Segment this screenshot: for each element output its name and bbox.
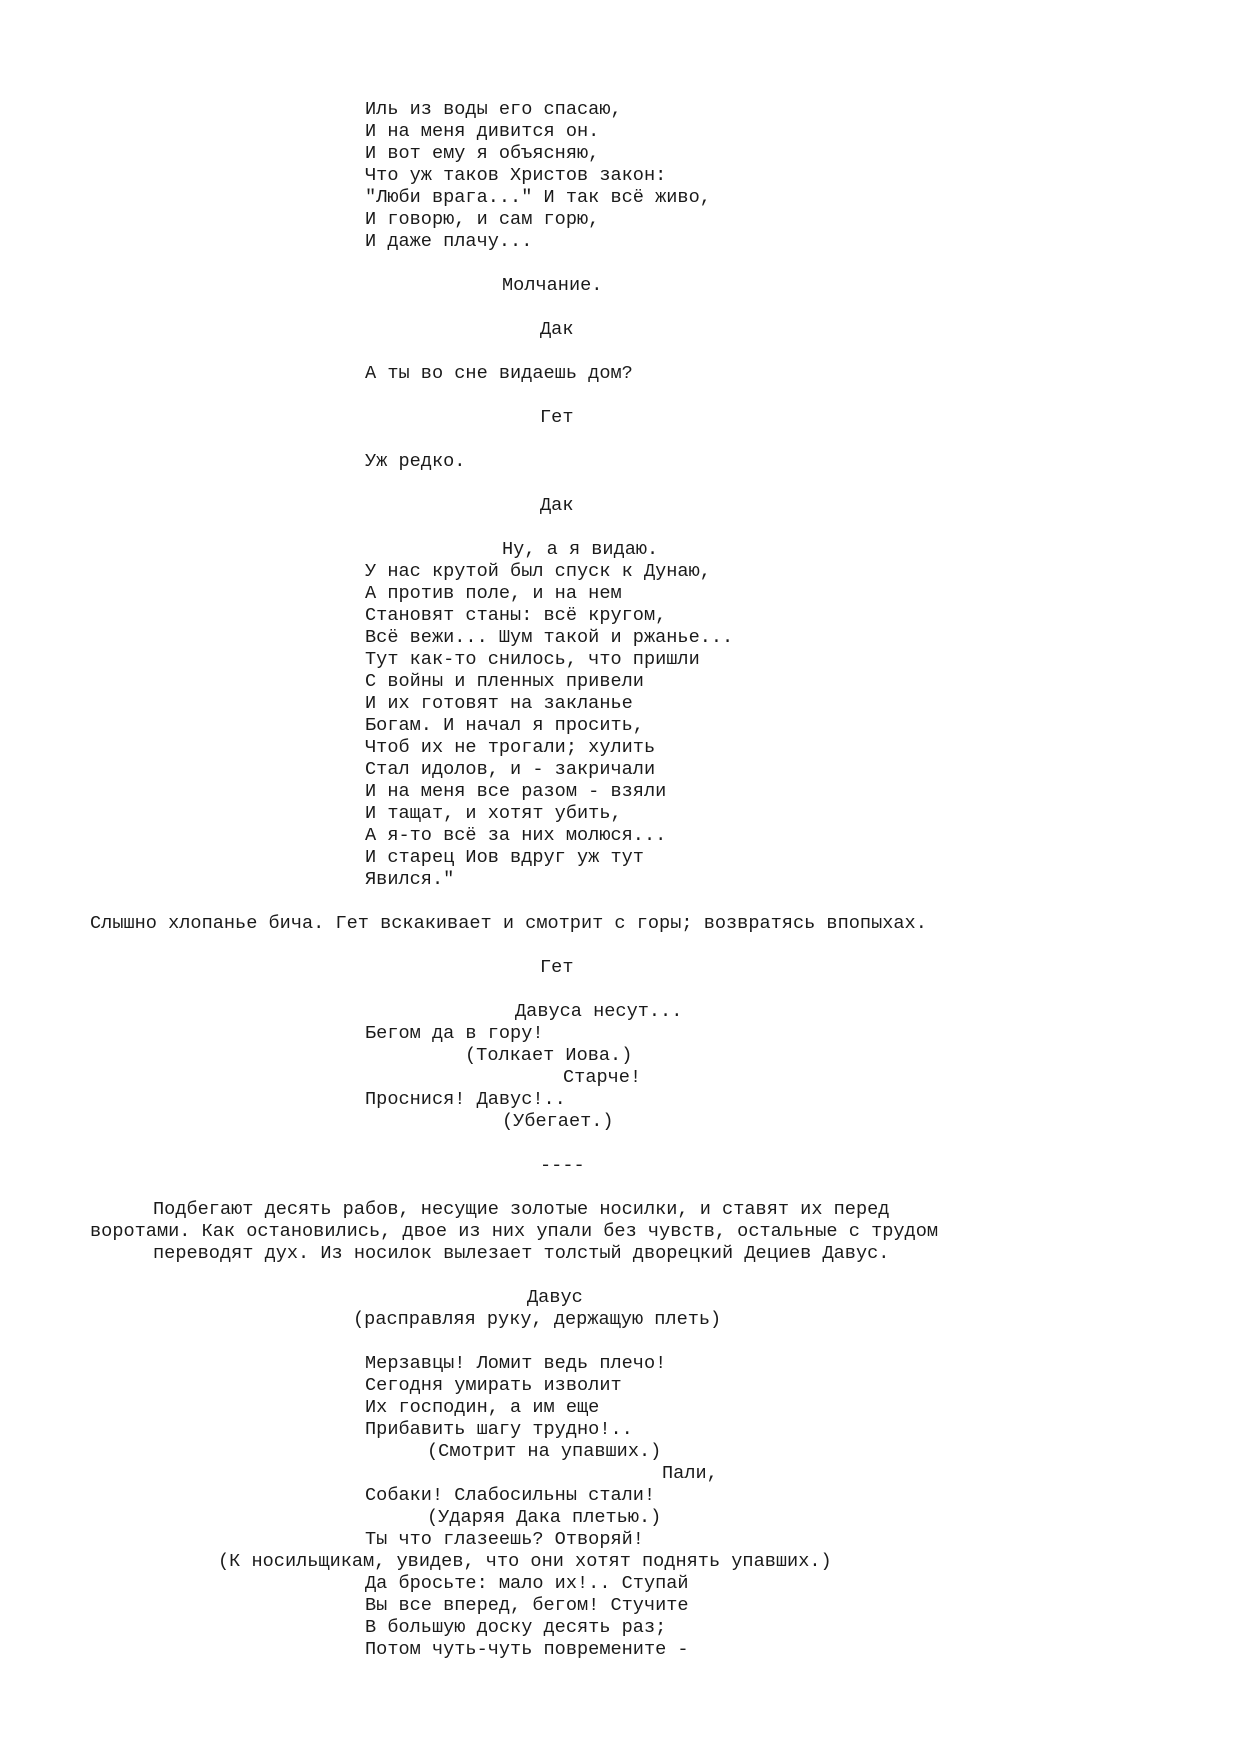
verse-line: Их господин, а им еще [365, 1397, 600, 1418]
verse-line: И вот ему я объясняю, [365, 143, 600, 164]
dialogue-line: А ты во сне видаешь дом? [365, 363, 633, 384]
stage-direction: (Убегает.) [502, 1111, 614, 1132]
verse-line: Пали, [662, 1463, 718, 1484]
verse-line: Иль из воды его спасаю, [365, 99, 622, 120]
character-name: Дак [540, 495, 574, 516]
verse-line: И даже плачу... [365, 231, 533, 252]
verse-line: "Люби врага..." И так всё живо, [365, 187, 711, 208]
character-name: Гет [540, 957, 574, 978]
verse-line: И их готовят на закланье [365, 693, 633, 714]
stage-direction: (расправляя руку, держащую плеть) [353, 1309, 722, 1330]
verse-line: Прибавить шагу трудно!.. [365, 1419, 633, 1440]
verse-line: Бегом да в гору! [365, 1023, 544, 1044]
verse-line: И старец Иов вдруг уж тут [365, 847, 644, 868]
verse-line: Стал идолов, и - закричали [365, 759, 656, 780]
verse-line: Мерзавцы! Ломит ведь плечо! [365, 1353, 667, 1374]
verse-line: У нас крутой был спуск к Дунаю, [365, 561, 711, 582]
verse-line: Чтоб их не трогали; хулить [365, 737, 656, 758]
verse-line: И говорю, и сам горю, [365, 209, 600, 230]
verse-line: Ты что глазеешь? Отворяй! [365, 1529, 644, 1550]
verse-line: Что уж таков Христов закон: [365, 165, 667, 186]
verse-line: Ну, а я видаю. [502, 539, 659, 560]
verse-line: Становят станы: всё кругом, [365, 605, 667, 626]
verse-line: Тут как-то снилось, что пришли [365, 649, 700, 670]
character-name: Дак [540, 319, 574, 340]
verse-line: В большую доску десять раз; [365, 1617, 667, 1638]
verse-line: Богам. И начал я просить, [365, 715, 644, 736]
verse-line: Проснися! Давус!.. [365, 1089, 566, 1110]
verse-line: Потом чуть-чуть повремените - [365, 1639, 689, 1660]
section-divider: ---- [540, 1155, 585, 1176]
verse-line: Всё вежи... Шум такой и ржанье... [365, 627, 734, 648]
character-name: Давус [527, 1287, 583, 1308]
verse-line: С войны и пленных привели [365, 671, 644, 692]
verse-line: Давуса несут... [515, 1001, 683, 1022]
stage-direction: Молчание. [502, 275, 603, 296]
stage-direction: (К носильщикам, увидев, что они хотят поднять упавших.) [218, 1551, 832, 1572]
verse-line: И на меня все разом - взяли [365, 781, 667, 802]
stage-direction: воротами. Как остановились, двое из них упали без чувств, остальные с трудом [90, 1221, 939, 1242]
verse-line: Сегодня умирать изволит [365, 1375, 622, 1396]
verse-line: И тащат, и хотят убить, [365, 803, 622, 824]
verse-line: Да бросьте: мало их!.. Ступай [365, 1573, 689, 1594]
verse-line: Вы все вперед, бегом! Стучите [365, 1595, 689, 1616]
stage-direction: переводят дух. Из носилок вылезает толстый дворецкий Дециев Давус. [153, 1243, 890, 1264]
verse-line: Собаки! Слабосильны стали! [365, 1485, 656, 1506]
stage-direction: Слышно хлопанье бича. Гет вскакивает и смотрит с горы; возвратясь впопыхах. [90, 913, 927, 934]
verse-line: Старче! [563, 1067, 642, 1088]
character-name: Гет [540, 407, 574, 428]
verse-line: И на меня дивится он. [365, 121, 600, 142]
dialogue-line: Уж редко. [365, 451, 466, 472]
stage-direction: (Смотрит на упавших.) [427, 1441, 662, 1462]
stage-direction: (Толкает Иова.) [465, 1045, 633, 1066]
verse-line: А против поле, и на нем [365, 583, 622, 604]
verse-line: Явился." [365, 869, 455, 890]
stage-direction: (Ударяя Дака плетью.) [427, 1507, 662, 1528]
stage-direction: Подбегают десять рабов, несущие золотые носилки, и ставят их перед [153, 1199, 890, 1220]
verse-line: А я-то всё за них молюся... [365, 825, 667, 846]
